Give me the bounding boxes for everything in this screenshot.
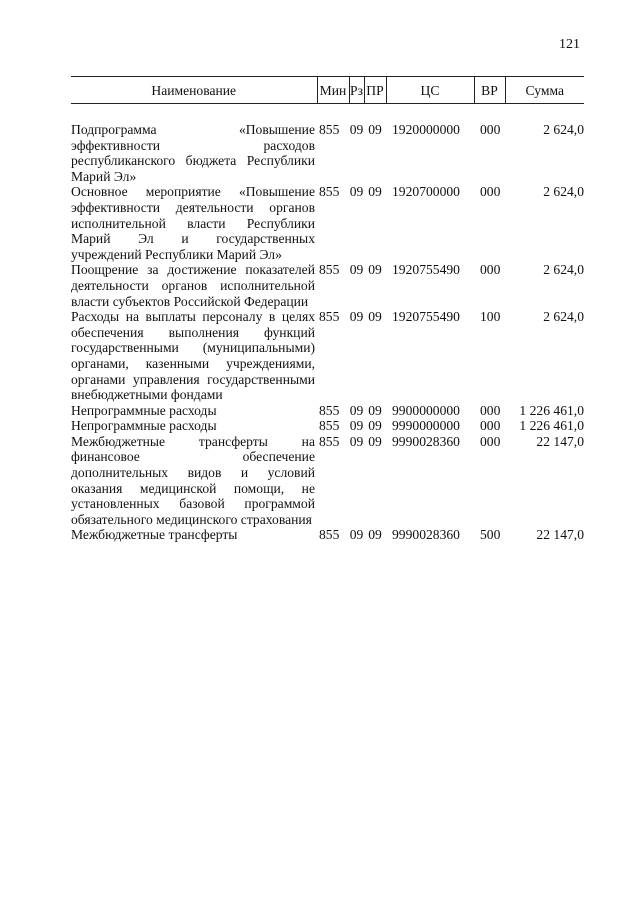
row-min: 855 [319, 433, 340, 449]
row-name: Непрограммные расходы [71, 418, 217, 434]
row-pr: 09 [368, 418, 382, 434]
table-row [71, 184, 584, 262]
row-rz: 09 [349, 309, 364, 325]
table-row [71, 122, 584, 184]
row-cs: 1920755490 [392, 309, 460, 325]
row-min: 855 [319, 122, 340, 137]
row-cs: 9900000000 [392, 402, 460, 418]
row-rz: 09 [349, 527, 364, 543]
header-name: Наименование [71, 77, 317, 104]
row-pr: 09 [368, 262, 382, 278]
row-name: Межбюджетные трансферты [71, 527, 238, 543]
row-vr: 000 [480, 262, 501, 278]
row-vr: 000 [480, 433, 501, 449]
row-cs: 1920000000 [392, 122, 460, 137]
row-min: 855 [319, 418, 340, 434]
row-min: 855 [319, 402, 340, 418]
header-rz: Рз [349, 77, 364, 104]
row-vr: 000 [480, 418, 501, 434]
budget-table [71, 76, 584, 543]
row-pr: 09 [368, 433, 382, 449]
row-name: Непрограммные расходы [71, 402, 217, 418]
row-rz: 09 [349, 402, 364, 418]
header-row [71, 77, 584, 104]
row-min: 855 [319, 309, 340, 325]
row-pr: 09 [368, 122, 382, 137]
row-name: Поощрение за достижение показателей деятельности органов исполнительной власти субъектов Российской Федерации [71, 262, 315, 309]
row-sum: 2 624,0 [543, 122, 584, 137]
row-cs: 1920700000 [392, 184, 460, 200]
row-min: 855 [319, 184, 340, 200]
table-row [71, 262, 584, 309]
row-pr: 09 [368, 527, 382, 543]
row-sum: 1 226 461,0 [519, 418, 584, 434]
table-body [71, 104, 584, 544]
row-cs: 9990000000 [392, 418, 460, 434]
header-cs: ЦС [386, 77, 474, 104]
table-row [71, 527, 584, 543]
header-vr: ВР [474, 77, 505, 104]
row-cs: 9990028360 [392, 433, 460, 449]
header-min: Мин [317, 77, 349, 104]
row-vr: 000 [480, 122, 501, 137]
row-name: Межбюджетные трансферты на финансовое обеспечение дополнительных видов и условий оказания медицинской помощи, не установленных базовой программой обязательного медицинского страхования [71, 433, 315, 527]
budget-table-container [71, 76, 584, 543]
header-sum: Сумма [505, 77, 584, 104]
table-row [71, 403, 584, 419]
row-vr: 000 [480, 402, 501, 418]
row-name: Расходы на выплаты персоналу в целях обеспечения выполнения функций государственными (муниципальными) органами, казенными учреждениями, органами управления государственными внебюджетными фондами [71, 309, 315, 403]
row-vr: 000 [480, 184, 501, 200]
row-cs: 9990028360 [392, 527, 460, 543]
row-rz: 09 [349, 262, 364, 278]
table-row [71, 434, 584, 528]
row-name: Подпрограмма «Повышение эффективности расходов республиканского бюджета Республики Марий Эл» [71, 122, 315, 184]
row-min: 855 [319, 527, 340, 543]
row-sum: 2 624,0 [543, 262, 584, 278]
row-cs: 1920755490 [392, 262, 460, 278]
page-number: 121 [559, 37, 580, 52]
spacer-row [71, 104, 584, 123]
row-vr: 100 [480, 309, 501, 325]
row-rz: 09 [349, 122, 364, 137]
row-sum: 1 226 461,0 [519, 402, 584, 418]
row-pr: 09 [368, 184, 382, 200]
table-row [71, 418, 584, 434]
table-header [71, 77, 584, 104]
row-min: 855 [319, 262, 340, 278]
row-sum: 2 624,0 [543, 309, 584, 325]
row-rz: 09 [349, 418, 364, 434]
row-sum: 22 147,0 [536, 433, 584, 449]
row-name: Основное мероприятие «Повышение эффективности деятельности органов исполнительной власти Республики Марий Эл и государственных учреждений Республики Марий Эл» [71, 184, 315, 262]
row-vr: 500 [480, 527, 501, 543]
row-sum: 2 624,0 [543, 184, 584, 200]
row-pr: 09 [368, 402, 382, 418]
header-pr: ПР [364, 77, 386, 104]
row-rz: 09 [349, 184, 364, 200]
row-pr: 09 [368, 309, 382, 325]
row-rz: 09 [349, 433, 364, 449]
row-sum: 22 147,0 [536, 527, 584, 543]
table-row [71, 309, 584, 403]
